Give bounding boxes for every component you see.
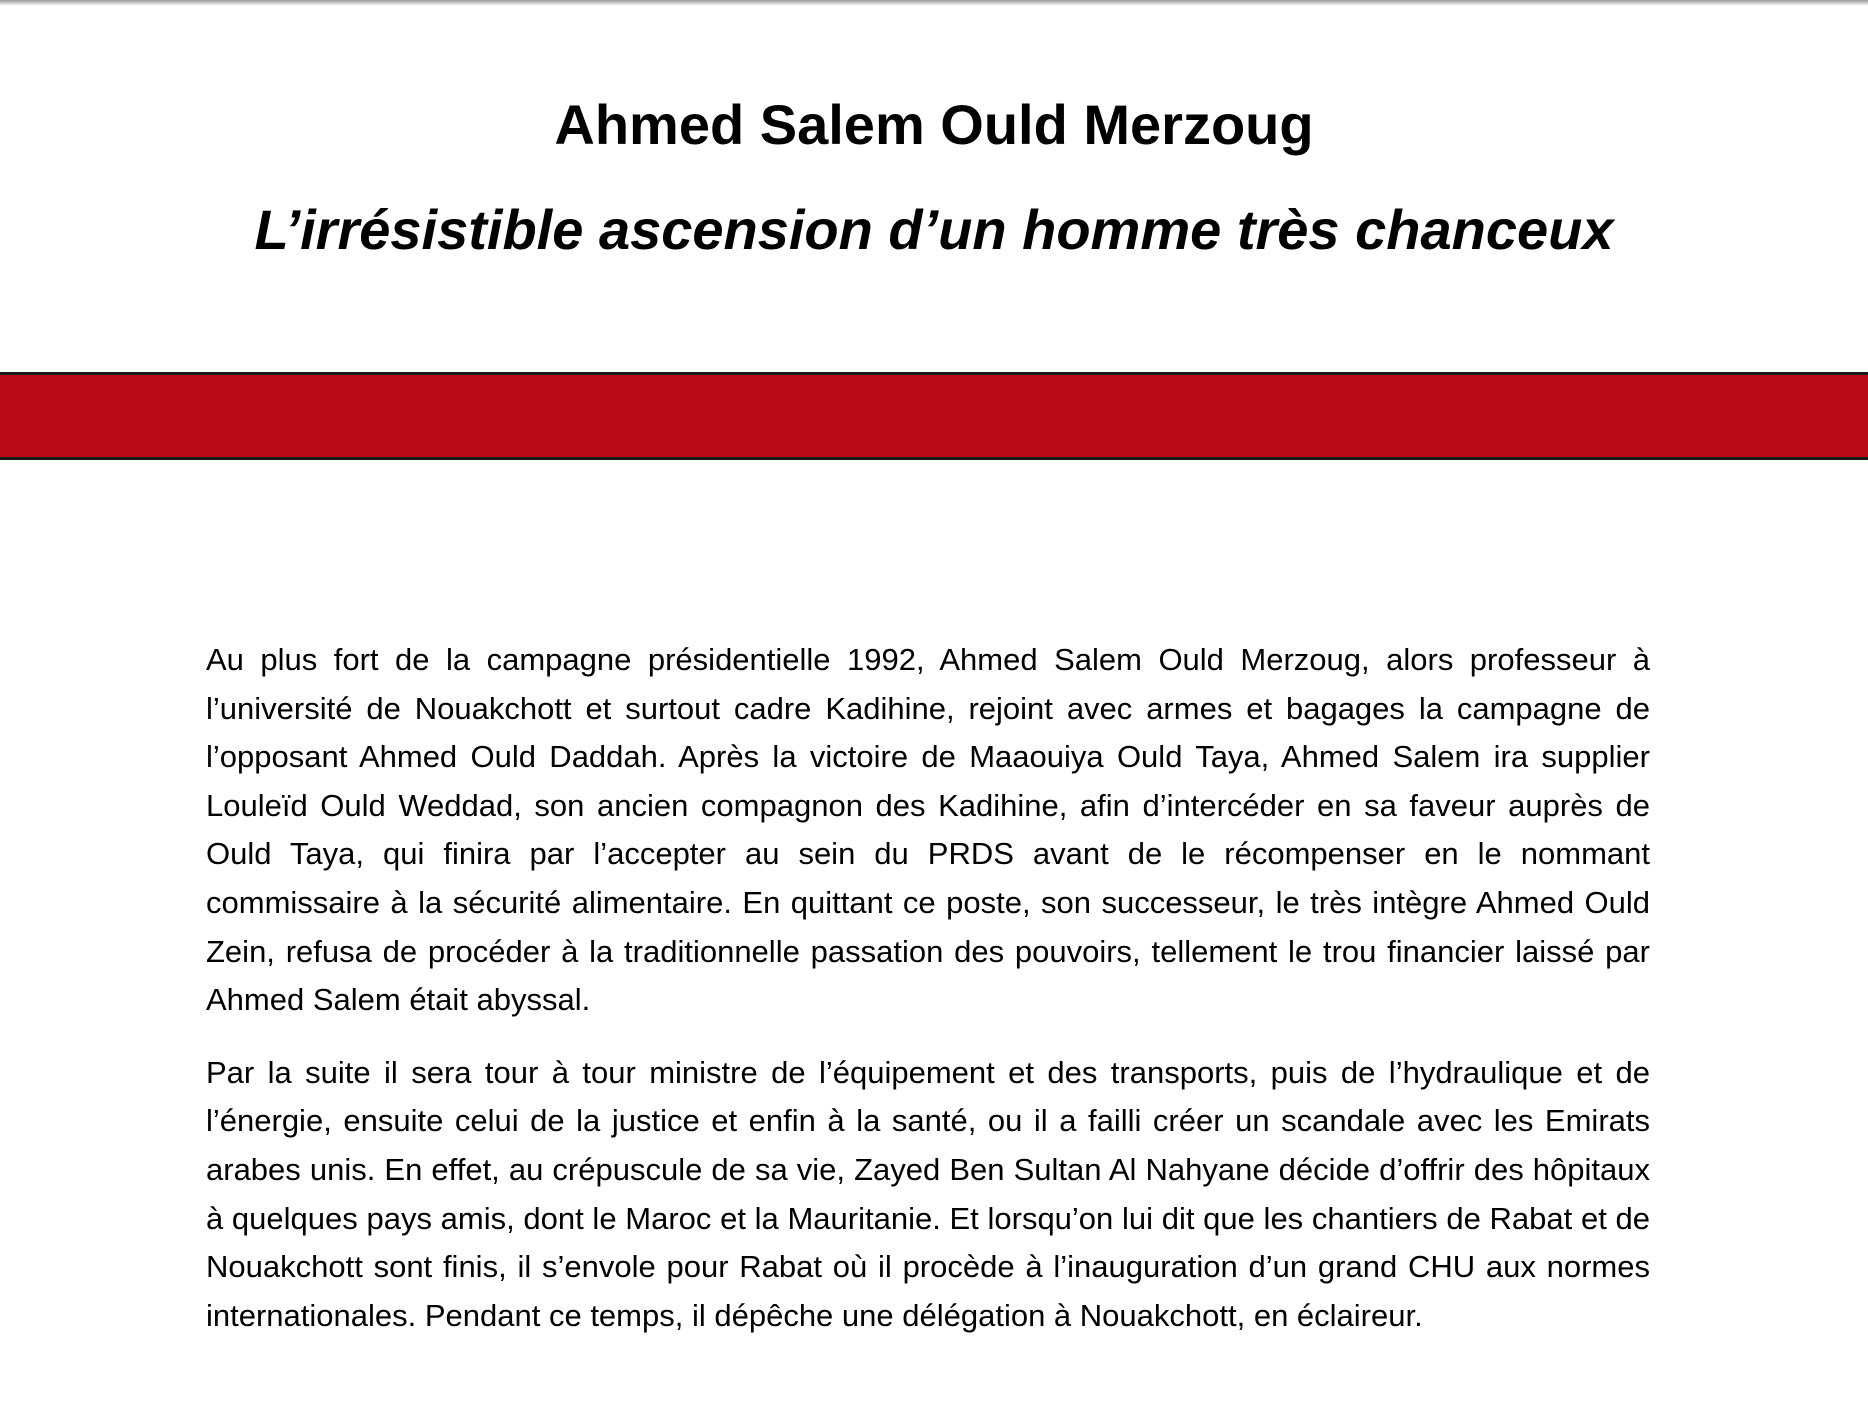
document-subtitle: L’irrésistible ascension d’un homme très chanceux	[254, 198, 1614, 261]
body-paragraph-1: Au plus fort de la campagne présidentielle 1992, Ahmed Salem Ould Merzoug, alors professeur à l’université de Nouakchott et surtout cadre Kadihine, rejoint avec armes et bagages la campagne de l’opposant Ahmed Ould Daddah. Après la victoire de Maaouiya Ould Taya, Ahmed Salem ira supplier Louleïd Ould Weddad, son ancien compagnon des Kadihine, afin d’intercéder en sa faveur auprès de Ould Taya, qui finira par l’accepter au sein du PRDS avant de le récompenser en le nommant commissaire à la sécurité alimentaire. En quittant ce poste, son successeur, le très intègre Ahmed Ould Zein, refusa de procéder à la traditionnelle passation des pouvoirs, tellement le trou financier laissé par Ahmed Salem était abyssal.	[206, 642, 1650, 1018]
body-paragraph-2: Par la suite il sera tour à tour ministre de l’équipement et des transports, puis de l’hydraulique et de l’énergie, ensuite celui de la justice et enfin à la santé, ou il a failli créer un scandale avec les Emirats arabes unis. En effet, au crépuscule de sa vie, Zayed Ben Sultan Al Nahyane décide d’offrir des hôpitaux à quelques pays amis, dont le Maroc et la Mauritanie. Et lorsqu’on lui dit que les chantiers de Rabat et de Nouakchott sont finis, il s’envole pour Rabat où il procède à l’inauguration d’un grand CHU aux normes internationales. Pendant ce temps, il dépêche une délégation à Nouakchott, en éclaireur.	[206, 1054, 1650, 1333]
document-title: Ahmed Salem Ould Merzoug	[554, 93, 1314, 156]
red-banner-divider	[0, 372, 1868, 460]
article-body	[206, 636, 1650, 1364]
